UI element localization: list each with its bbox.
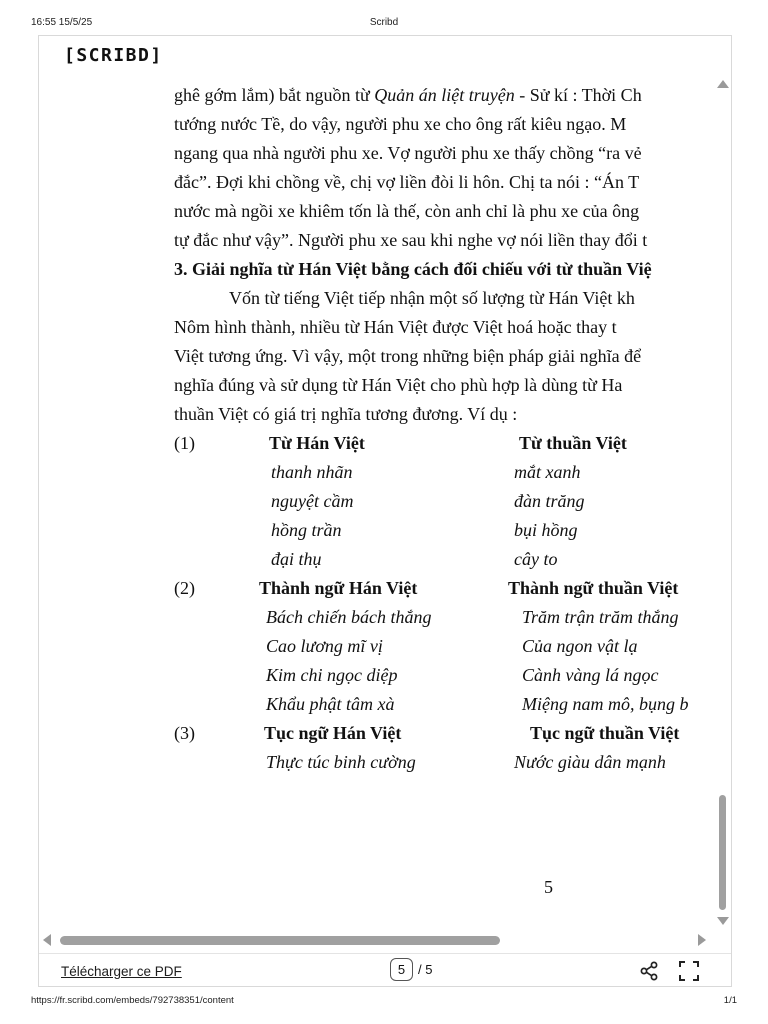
document-text: Vốn từ tiếng Việt tiếp nhận một số lượng từ Hán Việt kh — [229, 288, 635, 308]
document-text: đắc”. Đợi khi chồng về, chị vợ liền đòi li hôn. Chị ta nói : “Án T — [174, 172, 640, 192]
document-line — [174, 202, 639, 220]
share-icon[interactable] — [639, 961, 659, 981]
column-header-han-viet: Từ Hán Việt — [269, 433, 365, 453]
han-viet-term: đại thụ — [271, 549, 322, 569]
document-line — [174, 231, 647, 249]
fullscreen-icon[interactable] — [678, 960, 700, 982]
document-italic-text: Quản án liệt truyện — [374, 85, 515, 105]
page-number: 5 — [544, 877, 553, 897]
column-header-thuan-viet: Từ thuần Việt — [519, 433, 627, 453]
han-viet-term: Cao lương mĩ vị — [266, 636, 383, 656]
horizontal-scrollbar[interactable] — [39, 928, 714, 953]
document-line — [174, 405, 517, 423]
document-text: Nôm hình thành, nhiều từ Hán Việt được Việt hoá hoặc thay t — [174, 317, 617, 337]
thuan-viet-term: Trăm trận trăm thắng — [522, 607, 679, 627]
document-line — [174, 376, 622, 394]
document-text: nghĩa đúng và sử dụng từ Hán Việt cho phù hợp là dùng từ Ha — [174, 375, 623, 395]
document-text: thuần Việt có giá trị nghĩa tương đương. Ví dụ : — [174, 404, 518, 424]
scribd-embed — [38, 35, 732, 987]
han-viet-term: thanh nhãn — [271, 462, 353, 482]
scroll-down-arrow-icon[interactable] — [717, 917, 729, 925]
han-viet-term: Kim chi ngọc diệp — [266, 665, 398, 685]
download-pdf-link[interactable]: Télécharger ce PDF — [61, 964, 182, 979]
thuan-viet-term: đàn trăng — [514, 491, 585, 511]
document-line — [174, 347, 641, 365]
print-footer — [0, 992, 768, 1012]
han-viet-term: hồng trần — [271, 520, 342, 540]
document-viewer[interactable] — [39, 80, 731, 913]
thuan-viet-term: bụi hồng — [514, 520, 578, 540]
vertical-scroll-thumb[interactable] — [719, 795, 726, 910]
document-line — [174, 318, 617, 336]
horizontal-scroll-thumb[interactable] — [60, 936, 500, 945]
thuan-viet-term: Miệng nam mô, bụng b — [522, 694, 689, 714]
vertical-scrollbar[interactable] — [714, 80, 731, 928]
document-text: tướng nước Tề, do vậy, người phu xe cho ông rất kiêu ngạo. M — [174, 114, 627, 134]
document-text: 3. Giải nghĩa từ Hán Việt bằng cách đối chiếu với từ thuần Việ — [174, 259, 652, 279]
document-line — [174, 86, 642, 104]
column-header-han-viet: Thành ngữ Hán Việt — [259, 578, 418, 598]
column-header-thuan-viet: Tục ngữ thuần Việt — [530, 723, 680, 743]
han-viet-term: Khẩu phật tâm xà — [266, 694, 395, 714]
print-title: Scribd — [369, 17, 399, 28]
print-url: https://fr.scribd.com/embeds/792738351/content — [31, 995, 234, 1006]
bottom-toolbar — [39, 953, 731, 987]
document-text: ghê gớm lắm) bắt nguồn từ — [174, 85, 375, 105]
document-line — [174, 115, 626, 133]
print-header — [0, 0, 768, 40]
document-line — [174, 173, 639, 191]
han-viet-term: Bách chiến bách thắng — [266, 607, 432, 627]
thuan-viet-term: Cành vàng lá ngọc — [522, 665, 659, 685]
document-text: tự đắc như vậy”. Người phu xe sau khi nghe vợ nói liền thay đổi t — [174, 230, 648, 250]
current-page-input[interactable]: 5 — [390, 958, 413, 981]
column-header-han-viet: Tục ngữ Hán Việt — [264, 723, 402, 743]
thuan-viet-term: mắt xanh — [514, 462, 581, 482]
example-number: (2) — [174, 578, 195, 598]
document-line — [174, 260, 652, 278]
column-header-thuan-viet: Thành ngữ thuần Việt — [508, 578, 679, 598]
scroll-left-arrow-icon[interactable] — [43, 934, 51, 946]
han-viet-term: nguyệt cầm — [271, 491, 354, 511]
scroll-right-arrow-icon[interactable] — [698, 934, 706, 946]
thuan-viet-term: Của ngon vật lạ — [522, 636, 638, 656]
example-number: (1) — [174, 433, 195, 453]
scroll-up-arrow-icon[interactable] — [717, 80, 729, 88]
scribd-logo[interactable]: [SCRIBD] — [64, 45, 163, 66]
document-text: - Sử kí : Thời Ch — [514, 85, 642, 105]
print-page-count: 1/1 — [723, 995, 737, 1006]
han-viet-term: Thực túc binh cường — [266, 752, 416, 772]
thuan-viet-term: cây to — [514, 549, 558, 569]
thuan-viet-term: Nước giàu dân mạnh — [514, 752, 666, 772]
document-text: nước mà ngồi xe khiêm tốn là thế, còn anh chỉ là phu xe của ông — [174, 201, 640, 221]
document-line — [229, 289, 635, 307]
document-text: ngang qua nhà người phu xe. Vợ người phu xe thấy chồng “ra vẻ — [174, 143, 642, 163]
print-timestamp: 16:55 15/5/25 — [31, 17, 93, 28]
document-text: Việt tương ứng. Vì vậy, một trong những biện pháp giải nghĩa để — [174, 346, 642, 366]
document-line — [174, 144, 642, 162]
total-pages: / 5 — [418, 962, 433, 977]
example-number: (3) — [174, 723, 195, 743]
top-bar — [39, 36, 731, 80]
